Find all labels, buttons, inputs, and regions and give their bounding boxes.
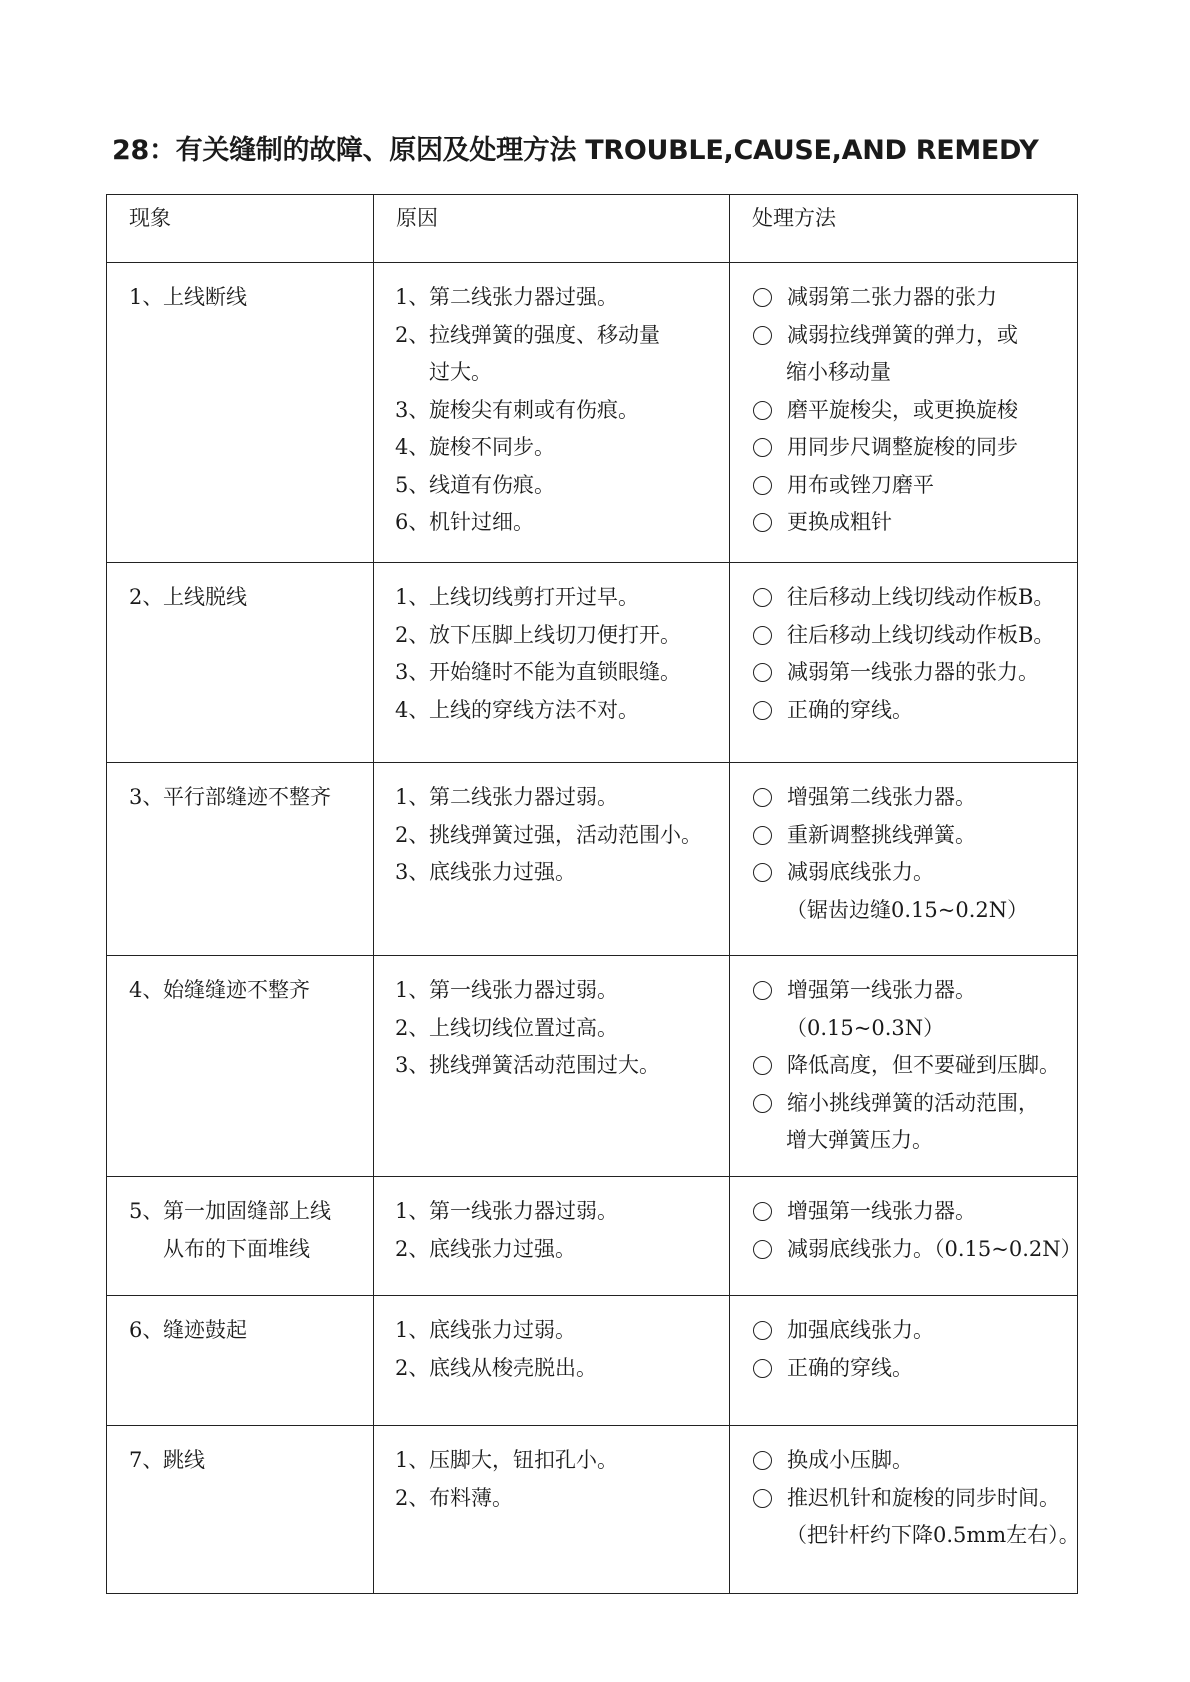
cause-text: 底线张力过强。 bbox=[429, 1236, 576, 1261]
table-row bbox=[107, 956, 1078, 1177]
circle-bullet-icon bbox=[753, 1451, 772, 1470]
cause-cell bbox=[374, 763, 730, 956]
remedy-text: 用同步尺调整旋梭的同步 bbox=[787, 435, 1018, 459]
cause-list bbox=[374, 563, 729, 729]
remedy-text: 减弱底线张力。（0.15~0.2N） bbox=[787, 1236, 1082, 1261]
phenomenon-cell bbox=[107, 956, 374, 1177]
table-row bbox=[107, 263, 1078, 563]
remedy-list bbox=[730, 263, 1077, 542]
remedy-text: 往后移动上线切线动作板B。 bbox=[787, 585, 1055, 609]
remedy-list bbox=[730, 1426, 1080, 1555]
item-number: 3、 bbox=[395, 1053, 430, 1077]
remedy-list bbox=[730, 1177, 1082, 1268]
phenomenon-line bbox=[129, 579, 365, 617]
remedy-item bbox=[752, 854, 1075, 892]
remedy-text: 用布或锉刀磨平 bbox=[787, 472, 934, 497]
cause-item bbox=[395, 579, 725, 617]
circle-bullet-icon bbox=[753, 626, 772, 645]
cause-item bbox=[395, 1047, 725, 1085]
cause-text: 布料薄。 bbox=[429, 1485, 513, 1510]
cause-item bbox=[395, 504, 725, 542]
remedy-list bbox=[730, 763, 1077, 929]
remedy-cell bbox=[730, 1177, 1082, 1296]
header-cell-remedy bbox=[730, 195, 1078, 263]
item-number: 1、 bbox=[395, 585, 430, 609]
cause-cell bbox=[374, 263, 730, 563]
remedy-item bbox=[752, 692, 1075, 730]
remedy-list bbox=[730, 563, 1077, 729]
cause-item bbox=[395, 817, 725, 855]
phenomenon-cell bbox=[107, 263, 374, 563]
phenomenon-line bbox=[129, 1231, 365, 1269]
remedy-item bbox=[752, 467, 1075, 505]
remedy-item bbox=[752, 1350, 1075, 1388]
cause-cell bbox=[374, 1177, 730, 1296]
circle-bullet-icon bbox=[753, 476, 772, 495]
item-number: 5、 bbox=[129, 1199, 164, 1223]
cause-item bbox=[395, 354, 725, 392]
cause-text: 底线张力过强。 bbox=[429, 860, 576, 884]
remedy-text: 增强第二线张力器。 bbox=[787, 785, 976, 809]
cause-text: 底线从梭壳脱出。 bbox=[429, 1355, 597, 1380]
cause-item bbox=[395, 429, 725, 467]
remedy-text: 增强第一线张力器。 bbox=[787, 1199, 976, 1223]
remedy-text: 增强第一线张力器。 bbox=[787, 978, 976, 1002]
cause-text: 旋梭不同步。 bbox=[429, 435, 555, 459]
remedy-item bbox=[752, 1312, 1075, 1350]
phenomenon-text: 平行部缝迹不整齐 bbox=[163, 785, 331, 809]
cause-list bbox=[374, 1177, 729, 1268]
cause-text: 上线的穿线方法不对。 bbox=[429, 697, 639, 722]
cause-item bbox=[395, 1350, 725, 1388]
item-number: 3、 bbox=[129, 785, 164, 809]
phenomenon-line bbox=[129, 972, 365, 1010]
cause-text: 过大。 bbox=[429, 360, 492, 384]
cause-item bbox=[395, 972, 725, 1010]
phenomenon-cell bbox=[107, 563, 374, 763]
cause-list bbox=[374, 1296, 729, 1387]
remedy-text: 正确的穿线。 bbox=[787, 697, 913, 722]
remedy-list bbox=[730, 1296, 1077, 1387]
cause-text: 开始缝时不能为直锁眼缝。 bbox=[429, 660, 681, 684]
remedy-text: （锯齿边缝0.15~0.2N） bbox=[786, 897, 1029, 922]
item-number: 2、 bbox=[395, 822, 430, 847]
item-number: 3、 bbox=[395, 860, 430, 884]
cause-text: 线道有伤痕。 bbox=[429, 472, 555, 497]
item-number: 2、 bbox=[395, 322, 430, 347]
cause-list bbox=[374, 956, 729, 1085]
trouble-table bbox=[106, 194, 1082, 1594]
remedy-item bbox=[752, 1122, 1075, 1160]
table-row bbox=[107, 1426, 1078, 1594]
phenomenon-text: 缝迹鼓起 bbox=[163, 1318, 247, 1342]
remedy-text: 加强底线张力。 bbox=[787, 1318, 934, 1342]
remedy-item bbox=[752, 1193, 1075, 1231]
cause-item bbox=[395, 1480, 725, 1518]
item-number: 1、 bbox=[395, 978, 430, 1002]
remedy-text: 磨平旋梭尖，或更换旋梭 bbox=[787, 397, 1018, 422]
phenomenon-content bbox=[107, 1177, 373, 1268]
page-title: 28：有关缝制的故障、原因及处理方法 TROUBLE,CAUSE,AND REMEDY bbox=[112, 135, 1039, 166]
item-number: 4、 bbox=[395, 435, 430, 459]
table-row bbox=[107, 563, 1078, 763]
cause-text: 挑线弹簧过强，活动范围小。 bbox=[429, 822, 702, 847]
remedy-text: 增大弹簧压力。 bbox=[786, 1128, 933, 1152]
cause-text: 挑线弹簧活动范围过大。 bbox=[429, 1053, 660, 1077]
cause-item bbox=[395, 1231, 725, 1269]
remedy-text: 重新调整挑线弹簧。 bbox=[787, 822, 976, 847]
remedy-item bbox=[752, 779, 1075, 817]
table-body bbox=[107, 195, 1082, 1594]
circle-bullet-icon bbox=[753, 981, 772, 1000]
item-number: 1、 bbox=[395, 1448, 430, 1472]
item-number: 2、 bbox=[129, 585, 164, 609]
header-label: 现象 bbox=[129, 206, 171, 230]
remedy-item bbox=[752, 1010, 1075, 1048]
remedy-text: 换成小压脚。 bbox=[787, 1448, 913, 1472]
cause-item bbox=[395, 392, 725, 430]
remedy-item bbox=[752, 392, 1075, 430]
phenomenon-content bbox=[107, 956, 373, 1010]
cause-text: 第二线张力器过强。 bbox=[429, 285, 618, 309]
remedy-item bbox=[752, 317, 1075, 355]
header-cell-phenomenon bbox=[107, 195, 374, 263]
cause-cell bbox=[374, 563, 730, 763]
circle-bullet-icon bbox=[753, 1359, 772, 1378]
remedy-item bbox=[752, 504, 1075, 542]
remedy-item bbox=[752, 1085, 1075, 1123]
cause-item bbox=[395, 1193, 725, 1231]
remedy-item bbox=[752, 817, 1075, 855]
phenomenon-text: 始缝缝迹不整齐 bbox=[163, 978, 310, 1002]
cause-text: 底线张力过弱。 bbox=[429, 1318, 576, 1342]
remedy-text: 减弱底线张力。 bbox=[787, 860, 934, 884]
circle-bullet-icon bbox=[753, 1202, 772, 1221]
phenomenon-content bbox=[107, 1426, 373, 1480]
remedy-text: （0.15~0.3N） bbox=[786, 1015, 945, 1040]
cause-item bbox=[395, 1442, 725, 1480]
phenomenon-cell bbox=[107, 1177, 374, 1296]
cause-text: 第一线张力器过弱。 bbox=[429, 1199, 618, 1223]
remedy-item bbox=[752, 1442, 1075, 1480]
cause-item bbox=[395, 317, 725, 355]
circle-bullet-icon bbox=[753, 326, 772, 345]
circle-bullet-icon bbox=[753, 401, 772, 420]
circle-bullet-icon bbox=[753, 1321, 772, 1340]
phenomenon-content bbox=[107, 1296, 373, 1350]
cause-item bbox=[395, 467, 725, 505]
cause-item bbox=[395, 692, 725, 730]
item-number: 6、 bbox=[395, 510, 430, 534]
cause-item bbox=[395, 617, 725, 655]
phenomenon-text: 从布的下面堆线 bbox=[163, 1236, 310, 1261]
item-number: 1、 bbox=[395, 1199, 430, 1223]
table-row bbox=[107, 763, 1078, 956]
circle-bullet-icon bbox=[753, 1240, 772, 1259]
circle-bullet-icon bbox=[753, 788, 772, 807]
phenomenon-line bbox=[129, 279, 365, 317]
remedy-text: 正确的穿线。 bbox=[787, 1355, 913, 1380]
header-label: 处理方法 bbox=[752, 206, 836, 230]
circle-bullet-icon bbox=[753, 288, 772, 307]
cause-cell bbox=[374, 956, 730, 1177]
remedy-text: 推迟机针和旋梭的同步时间。 bbox=[787, 1485, 1060, 1510]
remedy-text: 减弱第二张力器的张力 bbox=[787, 285, 997, 309]
remedy-cell bbox=[730, 763, 1078, 956]
cause-text: 第一线张力器过弱。 bbox=[429, 978, 618, 1002]
circle-bullet-icon bbox=[753, 513, 772, 532]
cause-cell bbox=[374, 1296, 730, 1426]
remedy-item bbox=[752, 354, 1075, 392]
cause-text: 放下压脚上线切刀便打开。 bbox=[429, 622, 681, 647]
remedy-item bbox=[752, 892, 1075, 930]
item-number: 1、 bbox=[395, 285, 430, 309]
remedy-text: 降低高度，但不要碰到压脚。 bbox=[787, 1053, 1060, 1077]
remedy-item bbox=[752, 654, 1075, 692]
cause-item bbox=[395, 1312, 725, 1350]
remedy-item bbox=[752, 972, 1075, 1010]
cause-item bbox=[395, 279, 725, 317]
cause-list bbox=[374, 1426, 729, 1517]
remedy-cell bbox=[730, 563, 1078, 763]
phenomenon-text: 跳线 bbox=[163, 1448, 205, 1472]
phenomenon-cell bbox=[107, 1426, 374, 1594]
cause-text: 拉线弹簧的强度、移动量 bbox=[429, 322, 660, 347]
remedy-cell bbox=[730, 1426, 1078, 1594]
remedy-item bbox=[752, 279, 1075, 317]
cause-text: 旋梭尖有刺或有伤痕。 bbox=[429, 397, 639, 422]
circle-bullet-icon bbox=[753, 1056, 772, 1075]
remedy-text: 往后移动上线切线动作板B。 bbox=[787, 622, 1055, 647]
item-number: 4、 bbox=[395, 697, 430, 722]
phenomenon-line bbox=[129, 779, 365, 817]
phenomenon-text: 上线断线 bbox=[163, 285, 247, 309]
phenomenon-line bbox=[129, 1442, 365, 1480]
phenomenon-content bbox=[107, 563, 373, 617]
header-cell-cause bbox=[374, 195, 730, 263]
circle-bullet-icon bbox=[753, 1489, 772, 1508]
cause-text: 第二线张力器过弱。 bbox=[429, 785, 618, 809]
remedy-text: 减弱拉线弹簧的弹力，或 bbox=[787, 322, 1018, 347]
remedy-text: 缩小挑线弹簧的活动范围， bbox=[787, 1090, 1039, 1115]
item-number: 2、 bbox=[395, 622, 430, 647]
cause-item bbox=[395, 654, 725, 692]
item-number: 3、 bbox=[395, 397, 430, 422]
item-number: 4、 bbox=[129, 978, 164, 1002]
phenomenon-cell bbox=[107, 1296, 374, 1426]
table-row bbox=[107, 1177, 1078, 1296]
item-number: 6、 bbox=[129, 1318, 164, 1342]
cause-item bbox=[395, 1010, 725, 1048]
circle-bullet-icon bbox=[753, 863, 772, 882]
item-number: 3、 bbox=[395, 660, 430, 684]
item-number: 2、 bbox=[395, 1236, 430, 1261]
cause-text: 压脚大，钮扣孔小。 bbox=[429, 1448, 618, 1472]
cause-item bbox=[395, 779, 725, 817]
remedy-text: 减弱第一线张力器的张力。 bbox=[787, 660, 1039, 684]
remedy-text: （把针杆约下降0.5mm左右）。 bbox=[786, 1523, 1080, 1547]
item-number: 7、 bbox=[129, 1448, 164, 1472]
circle-bullet-icon bbox=[753, 588, 772, 607]
remedy-item bbox=[752, 579, 1075, 617]
circle-bullet-icon bbox=[753, 438, 772, 457]
item-number: 1、 bbox=[395, 785, 430, 809]
item-number: 2、 bbox=[395, 1485, 430, 1510]
circle-bullet-icon bbox=[753, 701, 772, 720]
remedy-item bbox=[752, 1480, 1075, 1518]
circle-bullet-icon bbox=[753, 826, 772, 845]
cause-text: 上线切线剪打开过早。 bbox=[429, 585, 639, 609]
cause-cell bbox=[374, 1426, 730, 1594]
phenomenon-content bbox=[107, 263, 373, 317]
phenomenon-line bbox=[129, 1312, 365, 1350]
item-number: 2、 bbox=[395, 1015, 430, 1040]
remedy-cell bbox=[730, 956, 1078, 1177]
remedy-item bbox=[752, 1047, 1075, 1085]
remedy-text: 更换成粗针 bbox=[787, 510, 892, 534]
item-number: 1、 bbox=[395, 1318, 430, 1342]
remedy-cell bbox=[730, 263, 1078, 563]
circle-bullet-icon bbox=[753, 1094, 772, 1113]
table-header-row bbox=[107, 195, 1078, 263]
cause-list bbox=[374, 763, 729, 892]
header-label: 原因 bbox=[396, 206, 438, 230]
phenomenon-line bbox=[129, 1193, 365, 1231]
phenomenon-text: 上线脱线 bbox=[163, 585, 247, 609]
remedy-text: 缩小移动量 bbox=[786, 360, 891, 384]
phenomenon-content bbox=[107, 763, 373, 817]
remedy-item bbox=[752, 1517, 1080, 1555]
remedy-item bbox=[752, 429, 1075, 467]
table-row bbox=[107, 1296, 1078, 1426]
cause-list bbox=[374, 263, 729, 542]
remedy-cell bbox=[730, 1296, 1078, 1426]
item-number: 1、 bbox=[129, 285, 164, 309]
cause-text: 上线切线位置过高。 bbox=[429, 1015, 618, 1040]
remedy-item bbox=[752, 1231, 1082, 1269]
remedy-list bbox=[730, 956, 1077, 1160]
circle-bullet-icon bbox=[753, 663, 772, 682]
phenomenon-text: 第一加固缝部上线 bbox=[163, 1199, 331, 1223]
cause-item bbox=[395, 854, 725, 892]
remedy-item bbox=[752, 617, 1075, 655]
item-number: 2、 bbox=[395, 1355, 430, 1380]
item-number: 5、 bbox=[395, 472, 430, 497]
cause-text: 机针过细。 bbox=[429, 510, 534, 534]
phenomenon-cell bbox=[107, 763, 374, 956]
